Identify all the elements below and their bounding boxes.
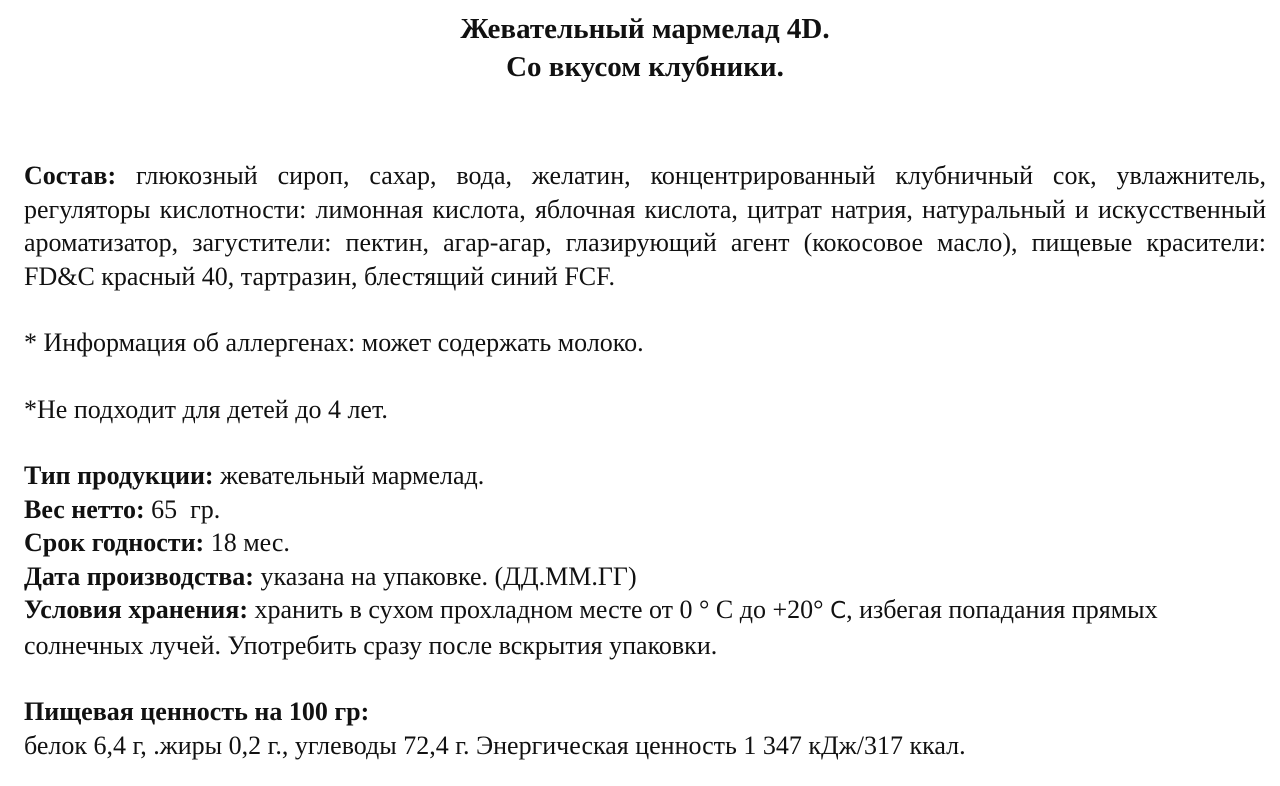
allergen-note: * Информация об аллергенах: может содержать молоко. [24,328,644,357]
storage-conditions-line [24,593,1266,662]
product-title [24,10,1266,86]
spacer [24,662,1266,695]
shelf-life-label: Срок годности: [24,528,205,557]
children-note: *Не подходит для детей до 4 лет. [24,394,388,424]
label-document [24,10,1266,762]
composition-label: Состав: [24,161,117,190]
storage-label: Условия хранения: [24,595,249,624]
shelf-life-value: 18 мес. [204,528,290,557]
spacer [24,86,1266,159]
shelf-life-line [24,526,1266,560]
production-date-value: указана на упаковке. (ДД.ММ.ГГ) [253,561,637,591]
composition-text: глюкозный сироп, сахар, вода, желатин, концентрированный клубничный сок, увлажнитель, регуляторы кислотности: лимонная кислота, яблочная кислота, цитрат натрия, натуральный и искусственный ароматизатор, загустители: пектин, агар-агар, глазирующий агент (кокосовое масло), пищевые красители: FD&C красный 40, тартразин, блестящий синий FCF. [24,161,1266,291]
spacer [24,293,1266,326]
net-weight-value: 65 гр. [144,494,221,524]
product-type-line [24,459,1266,493]
product-type-label: Тип продукции: [24,461,214,490]
storage-value-part1: хранить в сухом прохладном месте от 0 ° С до +20° [248,595,831,624]
spacer [24,360,1266,393]
storage-value-c: C [830,598,847,624]
nutrition-heading [24,695,1266,729]
spacer [24,426,1266,459]
title-line-2: Со вкусом клубники. [506,51,784,83]
composition-paragraph [24,159,1266,293]
net-weight-line [24,493,1266,527]
nutrition-values: белок 6,4 г, .жиры 0,2 г., углеводы 72,4 г. Энергическая ценность 1 347 кДж/317 ккал. [24,730,966,760]
title-line-1: Жевательный мармелад 4D. [460,13,830,45]
product-type-value: жевательный мармелад. [213,461,485,490]
net-weight-label: Вес нетто: [24,494,145,524]
nutrition-label: Пищевая ценность на 100 гр: [24,697,370,726]
storage-value-part2: , избегая попадания прямых солнечных лучей. Употребить сразу после вскрытия упаковки. [24,595,1158,660]
production-date-line [24,560,1266,594]
production-date-label: Дата производства: [24,561,254,591]
